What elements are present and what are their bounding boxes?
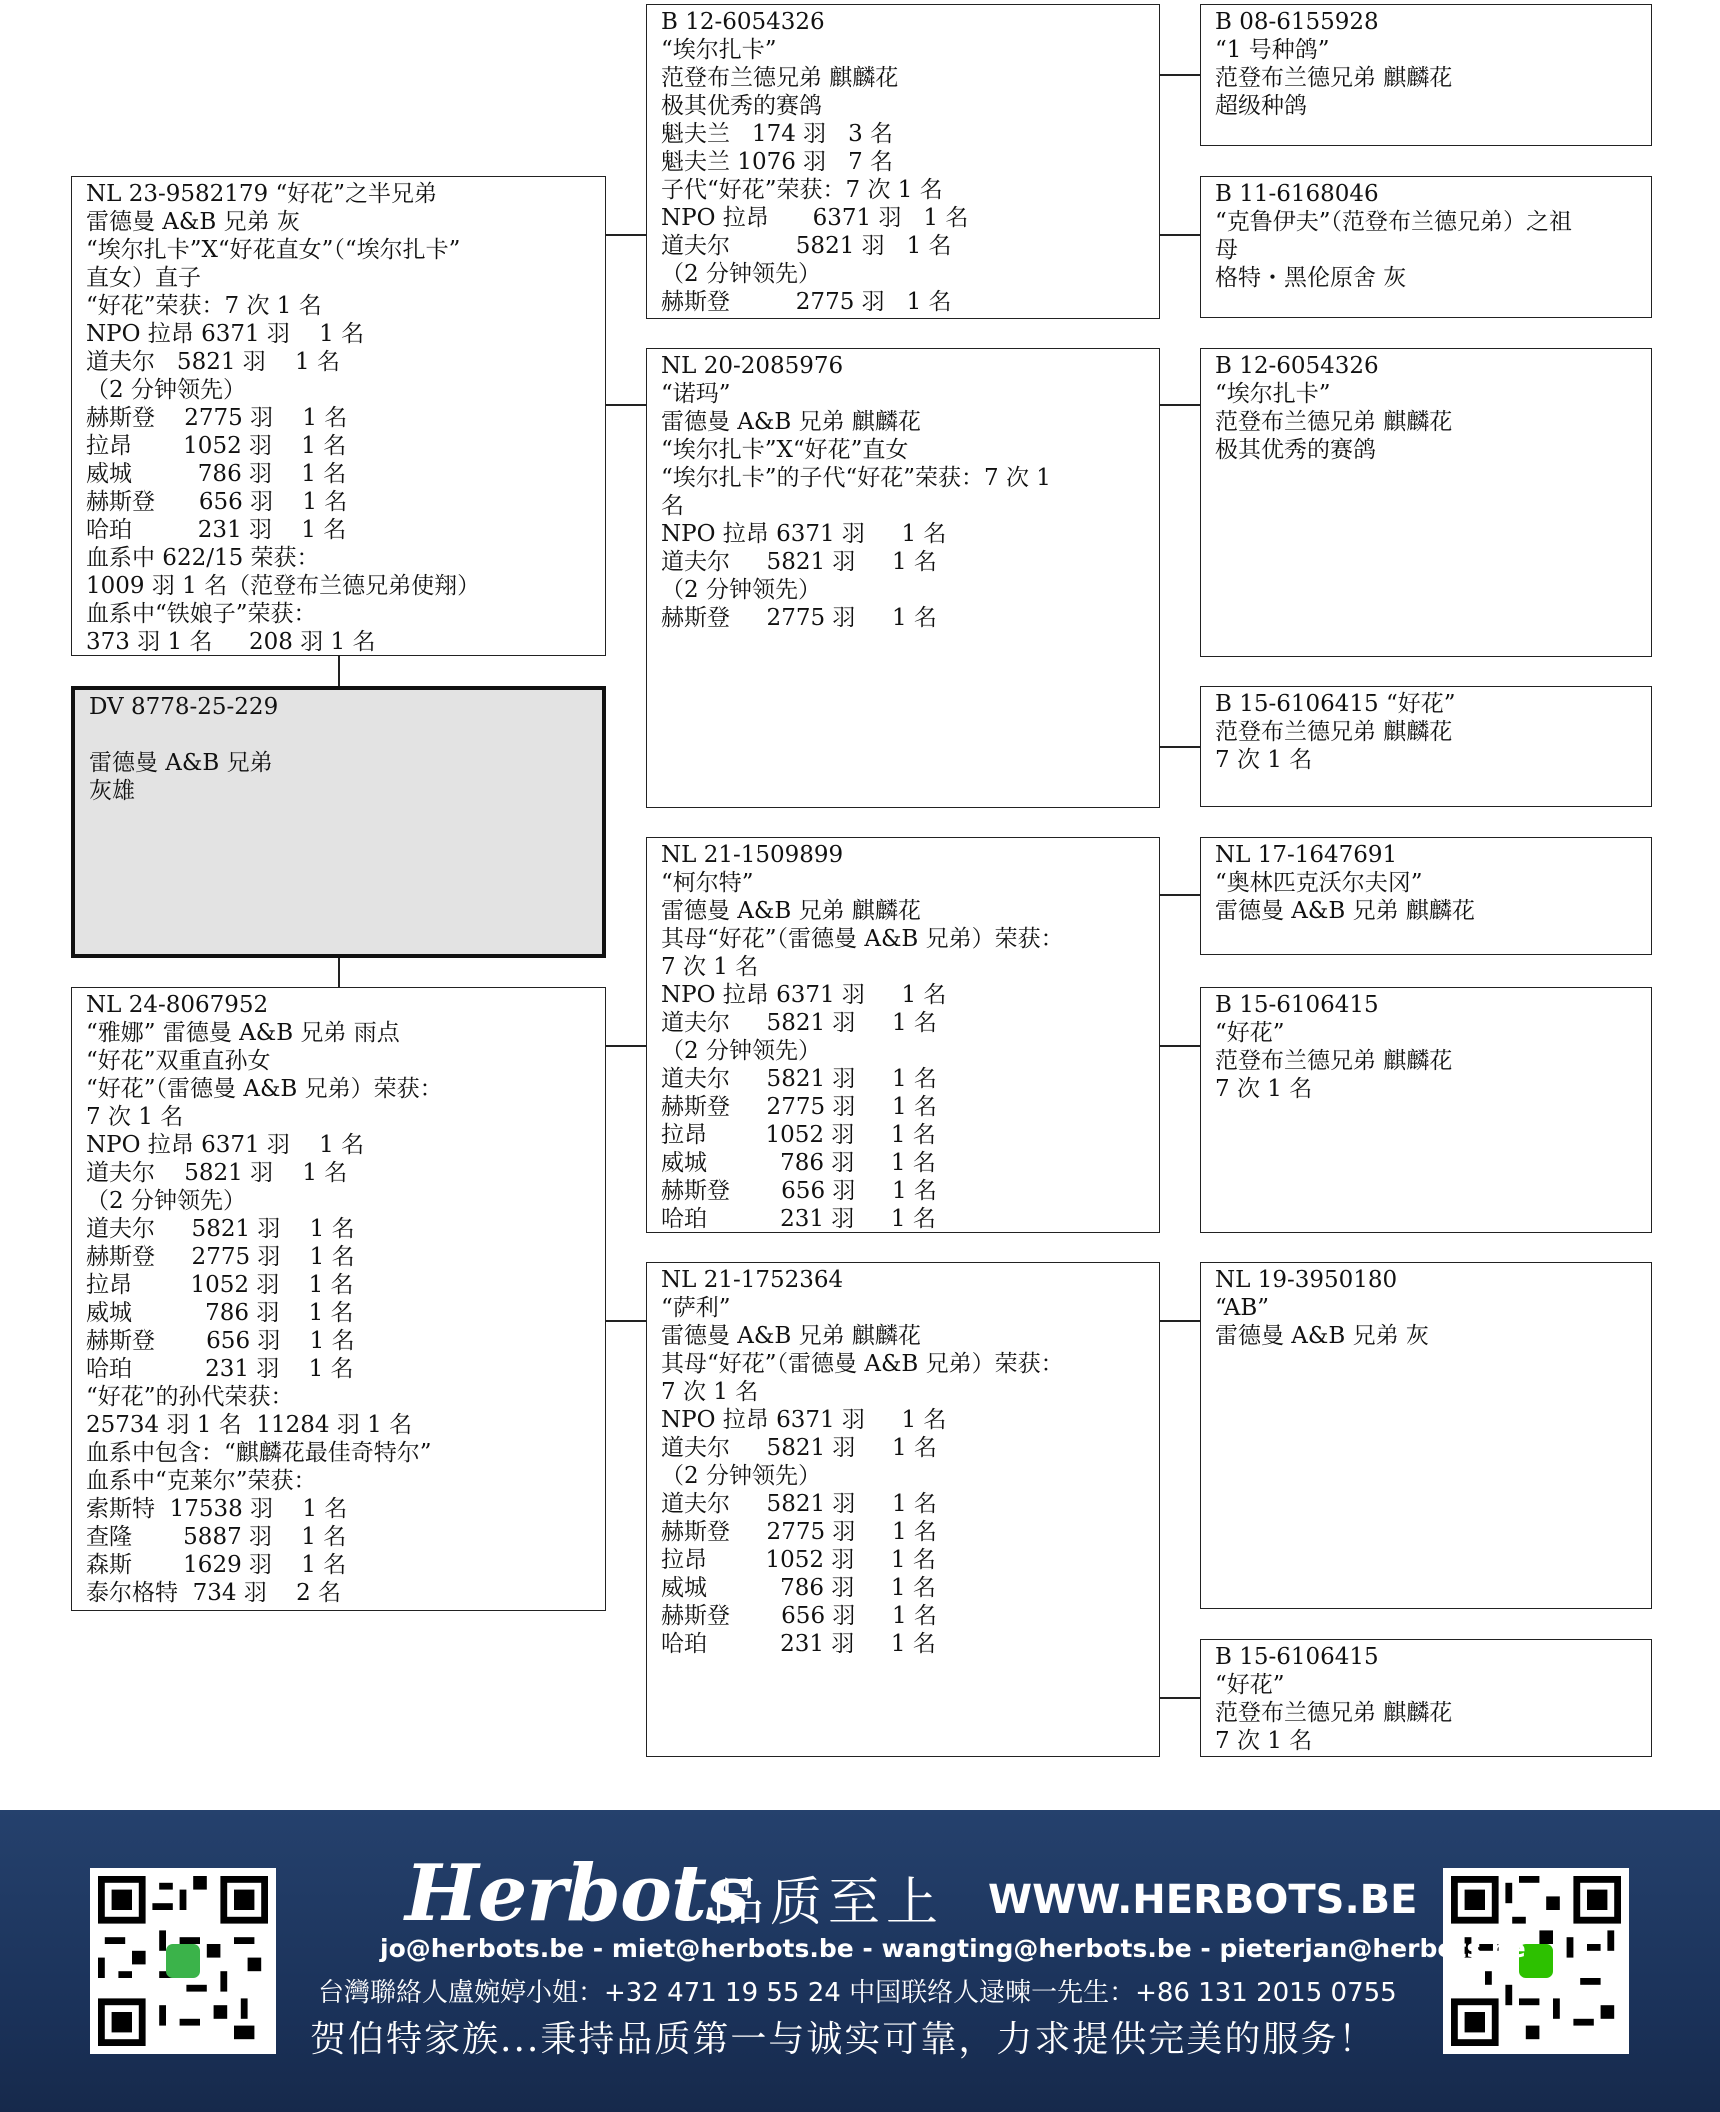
pedigree-line: 哈珀 231 羽 1 名	[661, 1631, 936, 1657]
pedigree-line: 赫斯登 2775 羽 1 名	[86, 1244, 355, 1270]
ddd-card	[1200, 1639, 1652, 1757]
ring-number: NL 24-8067952	[86, 992, 269, 1018]
pedigree-line: 道夫尔 5821 羽 1 名	[661, 549, 937, 575]
pedigree-line: 道夫尔 5821 羽 1 名	[661, 1491, 937, 1517]
pedigree-line: 赫斯登 656 羽 1 名	[86, 489, 348, 515]
pedigree-line: “诺玛”	[661, 381, 731, 407]
pedigree-line: “好花”	[1215, 1020, 1285, 1046]
contact-phones: 台灣聯絡人盧婉婷小姐：+32 471 19 55 24 中国联络人逯暕一先生：+86 131 2015 0755	[318, 1978, 1397, 2008]
pedigree-line: 7 次 1 名	[661, 954, 759, 980]
ring-number: B 15-6106415	[1215, 992, 1379, 1018]
pedigree-line: 血系中“铁娘子”荣获：	[86, 601, 317, 627]
pedigree-line: 拉昂 1052 羽 1 名	[86, 1272, 354, 1298]
ring-number: NL 17-1647691	[1215, 842, 1398, 868]
pedigree-line: “好花”的孙代荣获：	[86, 1384, 294, 1410]
pedigree-line	[89, 721, 602, 749]
pedigree-line: 威城 786 羽 1 名	[86, 461, 347, 487]
ring-number: B 15-6106415	[1215, 1644, 1379, 1670]
pedigree-line: 极其优秀的赛鸽	[1215, 437, 1376, 463]
website-link[interactable]: WWW.HERBOTS.BE	[988, 1877, 1418, 1923]
ring-number: NL 19-3950180	[1215, 1267, 1398, 1293]
pedigree-line: 赫斯登 2775 羽 1 名	[661, 289, 952, 315]
pedigree-line: 魁夫兰 174 羽 3 名	[661, 121, 894, 147]
pedigree-line: NPO 拉昂 6371 羽 1 名	[661, 521, 947, 547]
pedigree-line: 血系中 622/15 荣获：	[86, 545, 320, 571]
ring-number: B 08-6155928	[1215, 9, 1379, 35]
pedigree-line: 赫斯登 656 羽 1 名	[661, 1178, 937, 1204]
pedigree-line: 7 次 1 名	[661, 1379, 759, 1405]
pedigree-line: 拉昂 1052 羽 1 名	[661, 1547, 936, 1573]
pedigree-line: 范登布兰德兄弟 麒麟花	[661, 65, 899, 91]
pedigree-line: （2 分钟领先）	[661, 1463, 821, 1489]
pedigree-line: 拉昂 1052 羽 1 名	[86, 433, 347, 459]
family-motto: 贺伯特家族...秉持品质第一与诚实可靠，力求提供完美的服务！	[310, 2019, 1377, 2060]
pedigree-line: 25734 羽 1 名 11284 羽 1 名	[86, 1412, 413, 1438]
pedigree-line: 雷德曼 A&B 兄弟 灰	[1215, 1323, 1429, 1349]
pedigree-line: 雷德曼 A&B 兄弟 麒麟花	[661, 409, 921, 435]
pedigree-line: 道夫尔 5821 羽 1 名	[661, 1066, 937, 1092]
pedigree-line: 极其优秀的赛鸽	[661, 93, 822, 119]
pedigree-line: “好花”双重直孙女	[86, 1048, 271, 1074]
pedigree-line: 雷德曼 A&B 兄弟 灰	[86, 209, 300, 235]
sss-card	[1200, 4, 1652, 146]
pedigree-line: 血系中“克莱尔”荣获：	[86, 1468, 317, 1494]
pedigree-line: 赫斯登 2775 羽 1 名	[661, 1094, 937, 1120]
connector	[338, 958, 340, 987]
pedigree-line: 范登布兰德兄弟 麒麟花	[1215, 719, 1453, 745]
pedigree-line: 7 次 1 名	[1215, 1076, 1313, 1102]
ring-number: B 11-6168046	[1215, 181, 1379, 207]
line-qr-code[interactable]	[90, 1868, 276, 2054]
sire-dam-card	[646, 348, 1160, 808]
pedigree-line: NPO 拉昂 6371 羽 1 名	[661, 1407, 947, 1433]
pedigree-line: “奥林匹克沃尔夫冈”	[1215, 870, 1423, 896]
pedigree-line: “埃尔扎卡”的子代“好花”荣获：7 次 1	[661, 465, 1051, 491]
pedigree-line: 其母“好花”（雷德曼 A&B 兄弟）荣获：	[661, 1351, 1064, 1377]
pedigree-line: 道夫尔 5821 羽 1 名	[661, 233, 952, 259]
ring-number: NL 23-9582179 “好花”之半兄弟	[86, 181, 438, 207]
connector	[1160, 404, 1200, 406]
pedigree-line: “好花”荣获：7 次 1 名	[86, 293, 322, 319]
pedigree-line: 7 次 1 名	[1215, 1728, 1313, 1754]
pedigree-line: 雷德曼 A&B 兄弟	[89, 750, 273, 776]
pedigree-line: 范登布兰德兄弟 麒麟花	[1215, 65, 1453, 91]
dam-sire-card	[646, 837, 1160, 1233]
pedigree-line: 雷德曼 A&B 兄弟 麒麟花	[661, 1323, 921, 1349]
pedigree-line: （2 分钟领先）	[86, 1188, 246, 1214]
pedigree-line: 魁夫兰 1076 羽 7 名	[661, 149, 894, 175]
pedigree-line: 其母“好花”（雷德曼 A&B 兄弟）荣获：	[661, 926, 1064, 952]
ring-number: B 12-6054326	[1215, 353, 1379, 379]
pedigree-line: “AB”	[1215, 1295, 1270, 1321]
pedigree-line: 赫斯登 2775 羽 1 名	[661, 1519, 937, 1545]
pedigree-line: 威城 786 羽 1 名	[86, 1300, 354, 1326]
pedigree-line: “埃尔扎卡”X“好花直女”（“埃尔扎卡”	[86, 237, 461, 263]
pedigree-line: 格特・黑伦原舍 灰	[1215, 265, 1407, 291]
connector	[1160, 74, 1200, 76]
email-addresses[interactable]: jo@herbots.be - miet@herbots.be - wangting@herbots.be - pieterjan@herbots.be	[380, 1934, 1526, 1963]
connector	[606, 1320, 646, 1322]
pedigree-line: 7 次 1 名	[1215, 747, 1313, 773]
pedigree-line: 森斯 1629 羽 1 名	[86, 1552, 347, 1578]
pedigree-line: “萨利”	[661, 1295, 731, 1321]
sdd-card	[1200, 686, 1652, 807]
pedigree-line: 赫斯登 2775 羽 1 名	[661, 605, 937, 631]
pedigree-line: NPO 拉昂 6371 羽 1 名	[86, 321, 365, 347]
sds-card	[1200, 348, 1652, 657]
connector	[606, 404, 646, 406]
pedigree-line: 泰尔格特 734 羽 2 名	[86, 1580, 342, 1606]
dam-dam-card	[646, 1262, 1160, 1757]
pedigree-line: 范登布兰德兄弟 麒麟花	[1215, 1700, 1453, 1726]
pedigree-line: 道夫尔 5821 羽 1 名	[86, 1160, 348, 1186]
pedigree-line: 范登布兰德兄弟 麒麟花	[1215, 409, 1453, 435]
pedigree-line: 赫斯登 656 羽 1 名	[661, 1603, 937, 1629]
pedigree-line: “好花”	[1215, 1672, 1285, 1698]
pedigree-line: “好花”（雷德曼 A&B 兄弟）荣获：	[86, 1076, 443, 1102]
ring-number: DV 8778-25-229	[89, 694, 279, 720]
pedigree-line: 血系中包含：“麒麟花最佳奇特尔”	[86, 1440, 432, 1466]
pedigree-line: NPO 拉昂 6371 羽 1 名	[86, 1132, 365, 1158]
slogan: 品质至上	[712, 1873, 945, 1933]
pedigree-line: “1 号种鸽”	[1215, 37, 1330, 63]
pedigree-line: 道夫尔 5821 羽 1 名	[661, 1010, 937, 1036]
ring-number: NL 21-1752364	[661, 1267, 844, 1293]
herbots-logo: Herbots	[405, 1848, 749, 1939]
pedigree-line: 超级种鸽	[1215, 93, 1307, 119]
connector	[606, 234, 646, 236]
pedigree-line: 范登布兰德兄弟 麒麟花	[1215, 1048, 1453, 1074]
connector	[606, 1045, 646, 1047]
pedigree-line: “埃尔扎卡”X“好花”直女	[661, 437, 909, 463]
connector	[1160, 894, 1200, 896]
pedigree-line: 直女）直子	[86, 265, 201, 291]
pedigree-line: 道夫尔 5821 羽 1 名	[86, 349, 340, 375]
sire-card	[71, 176, 606, 656]
pedigree-line: 威城 786 羽 1 名	[661, 1150, 936, 1176]
sire-sire-card	[646, 4, 1160, 319]
pedigree-line: 名	[661, 493, 684, 519]
connector	[1160, 1320, 1200, 1322]
pedigree-line: 赫斯登 656 羽 1 名	[86, 1328, 355, 1354]
ring-number: B 15-6106415 “好花”	[1215, 691, 1456, 717]
pedigree-line: 哈珀 231 羽 1 名	[86, 1356, 354, 1382]
subject-card	[71, 686, 606, 958]
pedigree-line: NPO 拉昂 6371 羽 1 名	[661, 982, 947, 1008]
pedigree-line: 373 羽 1 名 208 羽 1 名	[86, 629, 376, 655]
pedigree-line: 雷德曼 A&B 兄弟 麒麟花	[1215, 898, 1475, 924]
pedigree-line: 拉昂 1052 羽 1 名	[661, 1122, 936, 1148]
pedigree-line: （2 分钟领先）	[661, 577, 821, 603]
connector	[1160, 234, 1200, 236]
pedigree-line: “克鲁伊夫”（范登布兰德兄弟）之祖	[1215, 209, 1573, 235]
dds-card	[1200, 1262, 1652, 1609]
ring-number: NL 21-1509899	[661, 842, 844, 868]
connector	[1160, 1697, 1200, 1699]
pedigree-line: “埃尔扎卡”	[1215, 381, 1331, 407]
dam-card	[71, 987, 606, 1611]
pedigree-line: 道夫尔 5821 羽 1 名	[86, 1216, 355, 1242]
pedigree-line: 哈珀 231 羽 1 名	[86, 517, 347, 543]
pedigree-line: 道夫尔 5821 羽 1 名	[661, 1435, 937, 1461]
pedigree-line: （2 分钟领先）	[661, 1038, 821, 1064]
pedigree-line: “柯尔特”	[661, 870, 754, 896]
pedigree-line: “埃尔扎卡”	[661, 37, 777, 63]
dsd-card	[1200, 987, 1652, 1233]
pedigree-line: 索斯特 17538 羽 1 名	[86, 1496, 348, 1522]
pedigree-line: （2 分钟领先）	[86, 377, 246, 403]
pedigree-line: 灰雄	[89, 778, 135, 804]
pedigree-line: “雅娜” 雷德曼 A&B 兄弟 雨点	[86, 1020, 400, 1046]
connector	[1160, 746, 1200, 748]
pedigree-line: 7 次 1 名	[86, 1104, 184, 1130]
ssd-card	[1200, 176, 1652, 318]
pedigree-line: NPO 拉昂 6371 羽 1 名	[661, 205, 969, 231]
line-icon	[166, 1944, 200, 1978]
pedigree-line: 赫斯登 2775 羽 1 名	[86, 405, 348, 431]
pedigree-line: 母	[1215, 237, 1238, 263]
pedigree-line: （2 分钟领先）	[661, 261, 821, 287]
pedigree-line: 查隆 5887 羽 1 名	[86, 1524, 347, 1550]
ring-number: B 12-6054326	[661, 9, 825, 35]
connector	[1160, 1045, 1200, 1047]
pedigree-line: 1009 羽 1 名（范登布兰德兄弟使翔）	[86, 573, 481, 599]
dss-card	[1200, 837, 1652, 955]
pedigree-line: 子代“好花”荣获：7 次 1 名	[661, 177, 943, 203]
ring-number: NL 20-2085976	[661, 353, 844, 379]
connector	[338, 656, 340, 686]
pedigree-line: 雷德曼 A&B 兄弟 麒麟花	[661, 898, 921, 924]
pedigree-line: 威城 786 羽 1 名	[661, 1575, 936, 1601]
pedigree-line: 哈珀 231 羽 1 名	[661, 1206, 936, 1232]
qr-code-icon	[98, 1876, 268, 2046]
